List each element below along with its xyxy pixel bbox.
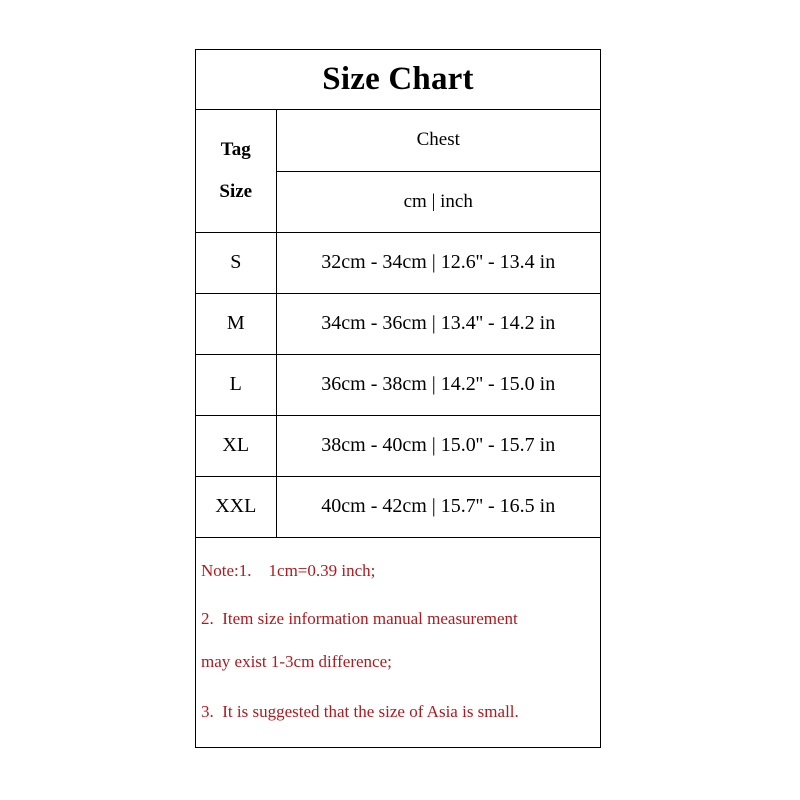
chest-cell: 34cm - 36cm | 13.4'' - 14.2 in <box>276 293 600 354</box>
tag-size-header <box>196 110 276 232</box>
notes-section <box>196 537 600 747</box>
tag-size-label-line1: Tag <box>220 138 251 160</box>
note-line-2: 2. Item size information manual measurement <box>201 609 518 628</box>
size-cell: S <box>196 232 276 293</box>
note-line-1: Note:1. 1cm=0.39 inch; <box>201 561 376 580</box>
table-row <box>196 476 600 537</box>
note-line-4: 3. It is suggested that the size of Asia is small. <box>201 702 519 721</box>
size-chart <box>195 49 601 748</box>
chest-cell: 36cm - 38cm | 14.2'' - 15.0 in <box>276 354 600 415</box>
table-row <box>196 232 600 293</box>
size-cell: XL <box>196 415 276 476</box>
size-cell: M <box>196 293 276 354</box>
table-row <box>196 415 600 476</box>
table-row <box>196 293 600 354</box>
note-line-3: may exist 1-3cm difference; <box>201 652 392 671</box>
size-cell: L <box>196 354 276 415</box>
table-row <box>196 354 600 415</box>
units-header: cm | inch <box>276 171 600 232</box>
size-cell: XXL <box>196 476 276 537</box>
header-row-measure <box>196 110 600 171</box>
chest-cell: 38cm - 40cm | 15.0'' - 15.7 in <box>276 415 600 476</box>
size-table <box>196 110 600 538</box>
chest-cell: 40cm - 42cm | 15.7'' - 16.5 in <box>276 476 600 537</box>
chest-cell: 32cm - 34cm | 12.6'' - 13.4 in <box>276 232 600 293</box>
chart-title: Size Chart <box>196 50 600 110</box>
chest-header: Chest <box>276 110 600 171</box>
tag-size-label-line2: Size <box>219 180 253 202</box>
